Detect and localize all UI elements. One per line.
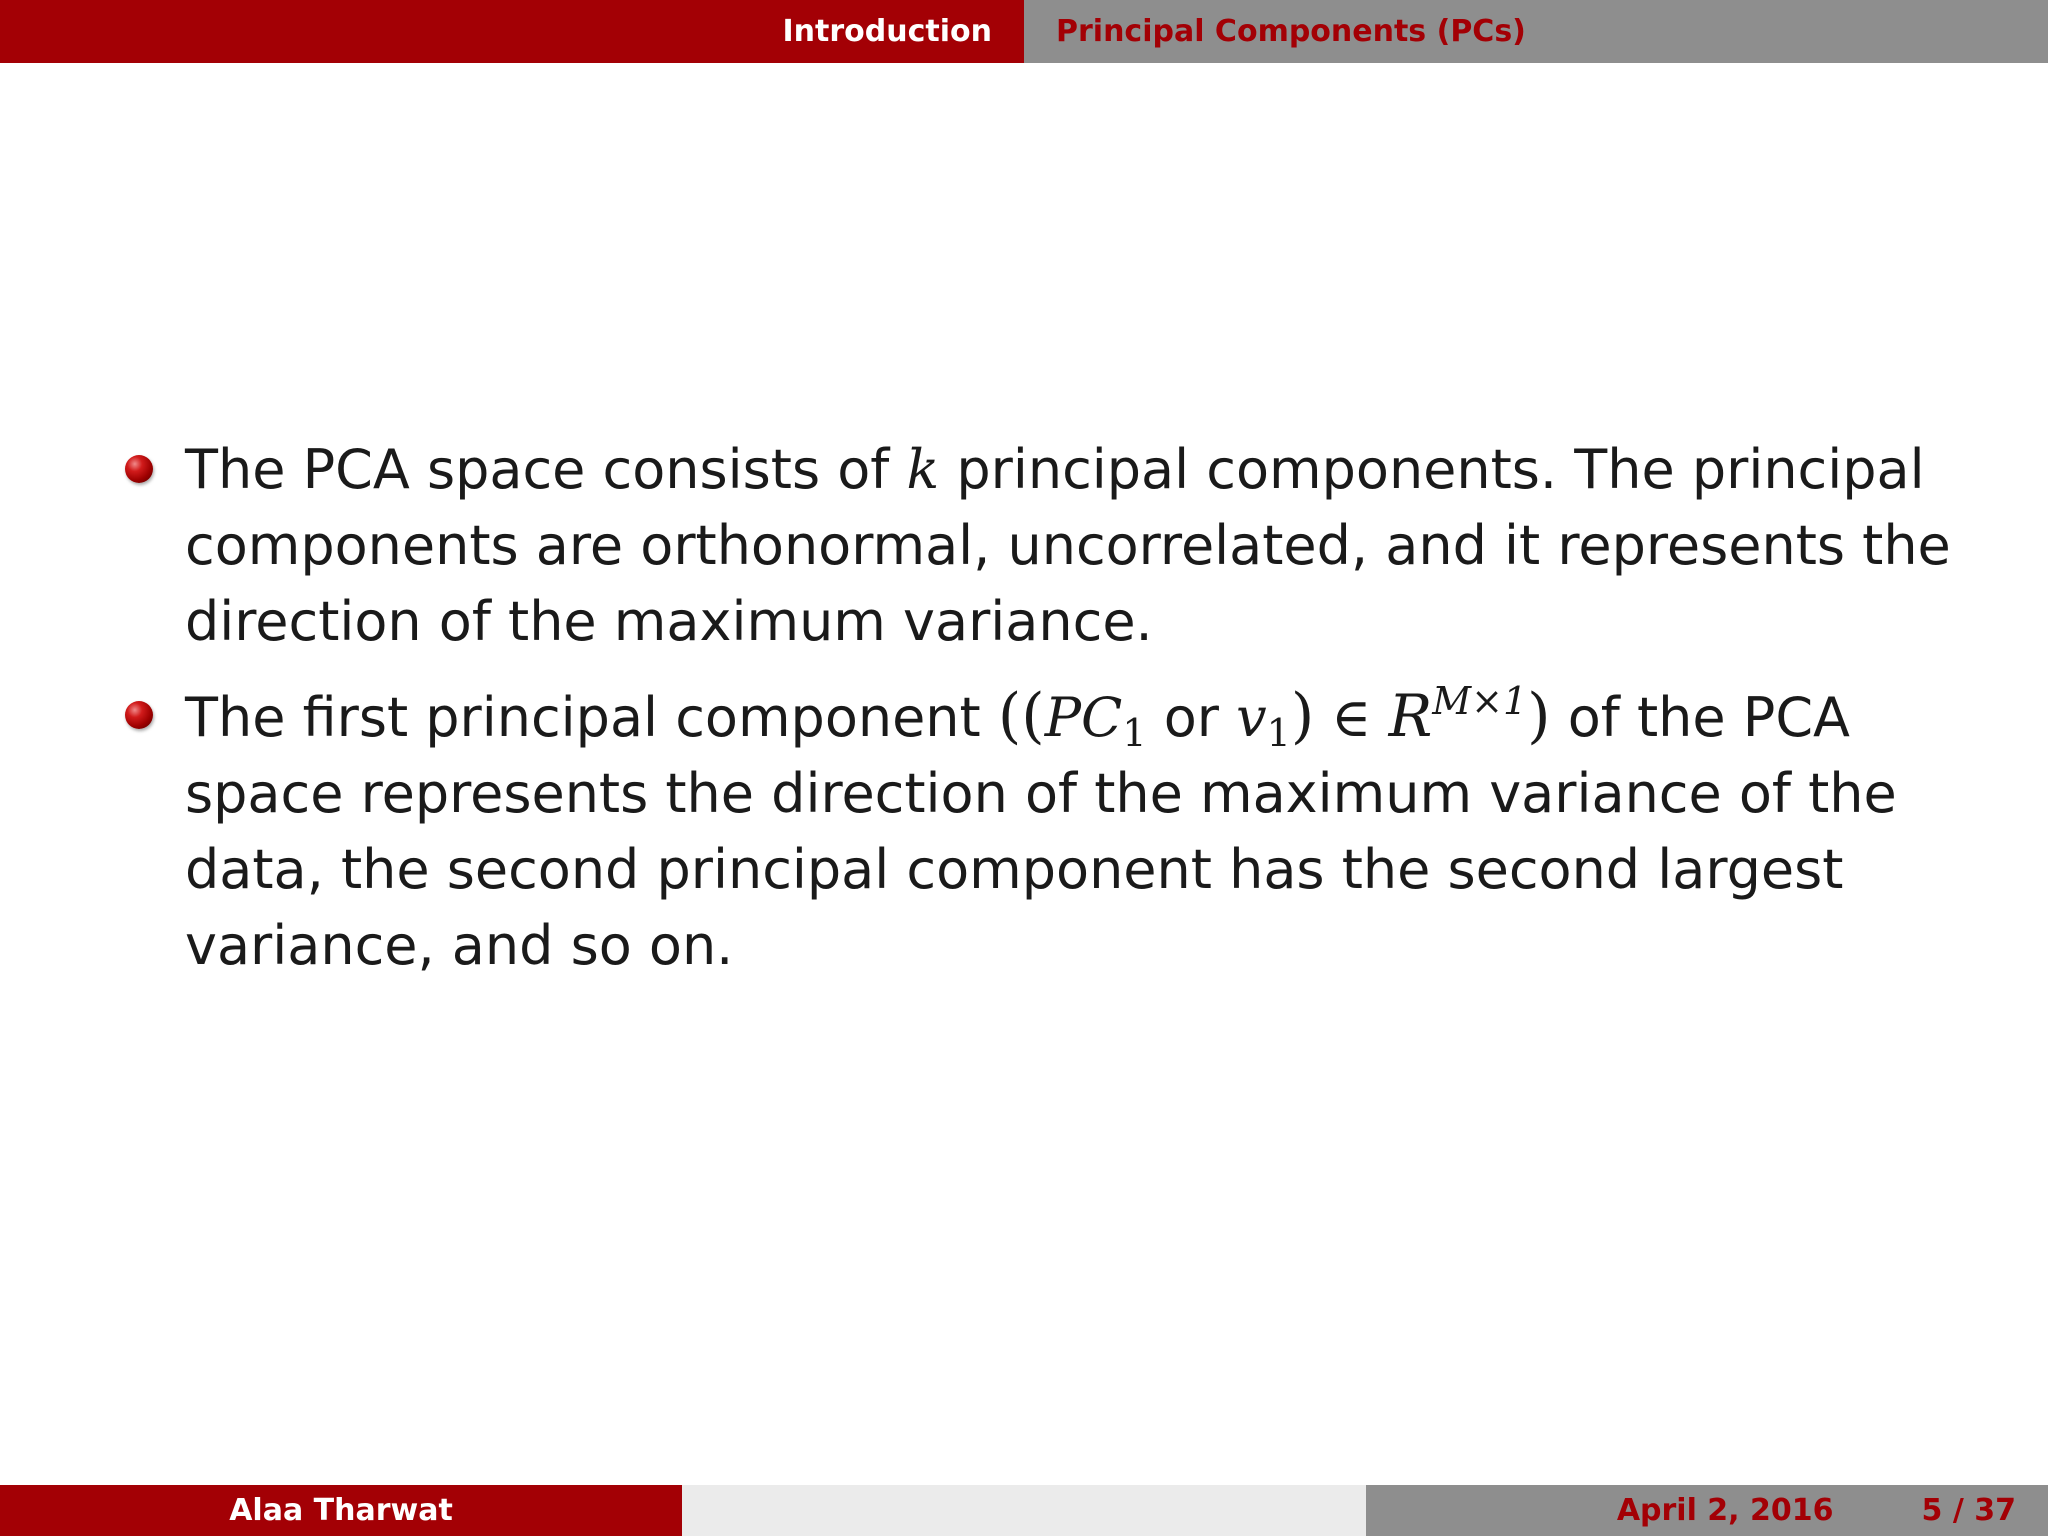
footer-bar (0, 1485, 2048, 1536)
nav-section-principal-components[interactable]: Principal Components (PCs) (1056, 14, 1526, 49)
bullet-text: principal components. The principal components are orthonormal, uncorrelated, and it represents the direction of the maximum variance. (185, 438, 1951, 653)
math-k: k (906, 438, 940, 501)
bullet-ball-icon (125, 455, 153, 483)
bullet-ball-icon (125, 701, 153, 729)
bullet-text: or (1146, 686, 1237, 749)
math-v: v (1236, 686, 1267, 749)
math-paren-close: ) (1527, 681, 1551, 751)
slide-content (0, 432, 2048, 1002)
math-pc: PC (1044, 686, 1123, 749)
bullet-text: The first principal component (185, 686, 998, 749)
footer-author: Alaa Tharwat (229, 1493, 453, 1528)
nav-section-introduction[interactable]: Introduction (782, 14, 992, 49)
math-subscript: 1 (1122, 711, 1147, 755)
bullet-text: of the PCA space represents the direction of the maximum variance of the data, the second principal component has the second largest variance, and so on. (185, 686, 1897, 977)
math-pc1 (1044, 686, 1147, 755)
math-subscript: 1 (1266, 711, 1291, 755)
math-paren-close-inner: ) (1290, 681, 1315, 751)
footer-title-panel (682, 1485, 1366, 1536)
math-superscript: M×1 (1432, 679, 1528, 723)
header-right-panel (1024, 0, 2048, 63)
header-nav-bar (0, 0, 2048, 63)
math-element-of: ∈ (1314, 686, 1389, 749)
math-script-r: R (1388, 682, 1433, 750)
math-v1 (1236, 686, 1291, 755)
footer-author-panel (0, 1485, 682, 1536)
bullet-item (185, 432, 1975, 660)
bullet-text: The PCA space consists of (185, 438, 907, 501)
footer-info-panel (1366, 1485, 2048, 1536)
footer-page-number: 5 / 37 (1921, 1493, 2016, 1528)
footer-date: April 2, 2016 (1616, 1493, 1834, 1528)
bullet-item (185, 678, 1975, 984)
header-left-panel (0, 0, 1024, 63)
math-paren-open: (( (997, 681, 1045, 751)
